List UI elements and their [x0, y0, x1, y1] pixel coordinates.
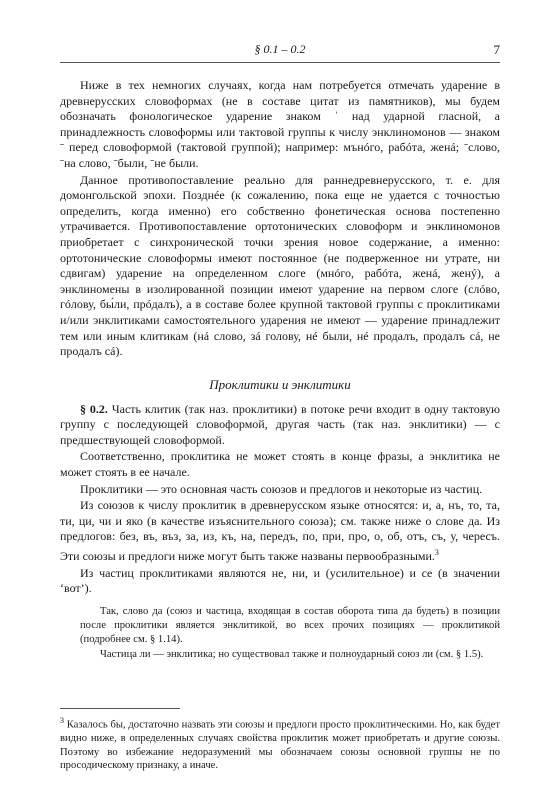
section-heading: Проклитики и энклитики [209, 376, 351, 392]
footnote-ref[interactable]: 3 [434, 548, 439, 558]
spacer [60, 360, 500, 376]
footnote-rule [60, 708, 180, 709]
paragraph-0-2 [60, 402, 500, 449]
small-note-li: Частица ли — энклитика; но существовал также и полноударный союз ли (см. § 1.5). [100, 648, 484, 660]
spacer [60, 394, 500, 402]
footnote [60, 714, 500, 773]
paragraph-stress-notation: Ниже в тех немногих случаях, когда нам потребуется отмечать ударение в древнерусских словоформах (не в составе цитат из памятников), мы будем обозначать фонологическое ударение знаком ˈ над ударной гласной, а принадлежность словоформы или тактовой группы к числу энклиномонов — знаком ˉ перед словоформой (тактовой группой); например: мънóго, рабóта, женá; ˉслово, ˉна слово, ˉбыли, ˉне были. [60, 78, 500, 170]
footnote-text: Казалось бы, достаточно назвать эти союзы и предлоги просто проклитическими. Но, как будет видно ниже, в определенных случаях свойства проклитик может приобретать и другие союзы. Поэтому во избежание недоразумений мы обозначаем союзы основной группы не по просодическому признаку, а иначе. [60, 719, 500, 772]
paragraph-proclitic-position: Соответственно, проклитика не может стоять в конце фразы, а энклитика не может стоять в ее начале. [60, 449, 500, 480]
small-note-da: Так, слово да (союз и частица, входящая в состав оборота типа да будеть) в позиции после проклитики является энклитикой, во всех прочих позициях — проклитикой (подробнее см. § 1.14). [80, 605, 500, 645]
paragraph-opposition: Данное противопоставление реально для раннедревнерусского, т. е. для домонгольской эпохи. Позднéе (к сожалению, пока еще не удается с точностью определить, когда именно) его собственно фонетическая основа постепенно утрачивается. Противопоставление ортотонических словоформ и энклиномонов приобретает с синхронической точки зрения новое содержание, а именно: ортотонические словоформы имеют постоянное (не подверженное ни утрате, ни сдвигам) ударение на определенном слоге (мнóго, рабóта, женá, женý), а энклиномены в изолированной позиции имеют ударение на первом слоге (слóво, гóлову, бы́ли, прóдалъ), а в составе более крупной тактовой группы с проклитиками и/или энклитиками самостоятельного ударения не имеют — ударение принадлежит тем или иным клитикам (нá слово, зá голову, нé были, нé продалъ, продалъ сá, не продалъ сá). [60, 172, 500, 359]
conjunctions-text: Из союзов к числу проклитик в древнерусском языке относятся: и, а, нъ, то, та, ти, ци, чи и яко (в качестве изъяснительного союза); см. также ниже о слове да. Из предлогов: без, въ, въз, за, из, къ, на, передъ, по, при, про, о, об, отъ, съ, у, чересъ. Эти союзы и предлоги ниже могут быть также названы первообразными. [60, 498, 500, 564]
paragraph-particles: Из частиц проклитиками являются не, ни, и (усилительное) и се (в значении ‘вот’). [60, 565, 500, 596]
spacer [60, 597, 500, 605]
section-range: § 0.1 – 0.2 [254, 42, 306, 56]
paragraph-proclitics-main: Проклитики — это основная часть союзов и предлогов и некоторые из частиц. [80, 481, 483, 496]
running-head [60, 42, 500, 60]
header-rule [60, 62, 500, 63]
page-number: 7 [493, 42, 500, 57]
page-body [60, 78, 500, 662]
paragraph-conjunctions [60, 498, 500, 564]
section-number: § 0.2. [80, 401, 108, 416]
footnote-mark: 3 [60, 716, 64, 725]
paragraph-clitics-intro: Часть клитик (так наз. проклитики) в потоке речи входит в одну тактовую группу с последующей словоформой, другая часть (так наз. энклитики) — с предшествующей словоформой. [60, 401, 501, 447]
